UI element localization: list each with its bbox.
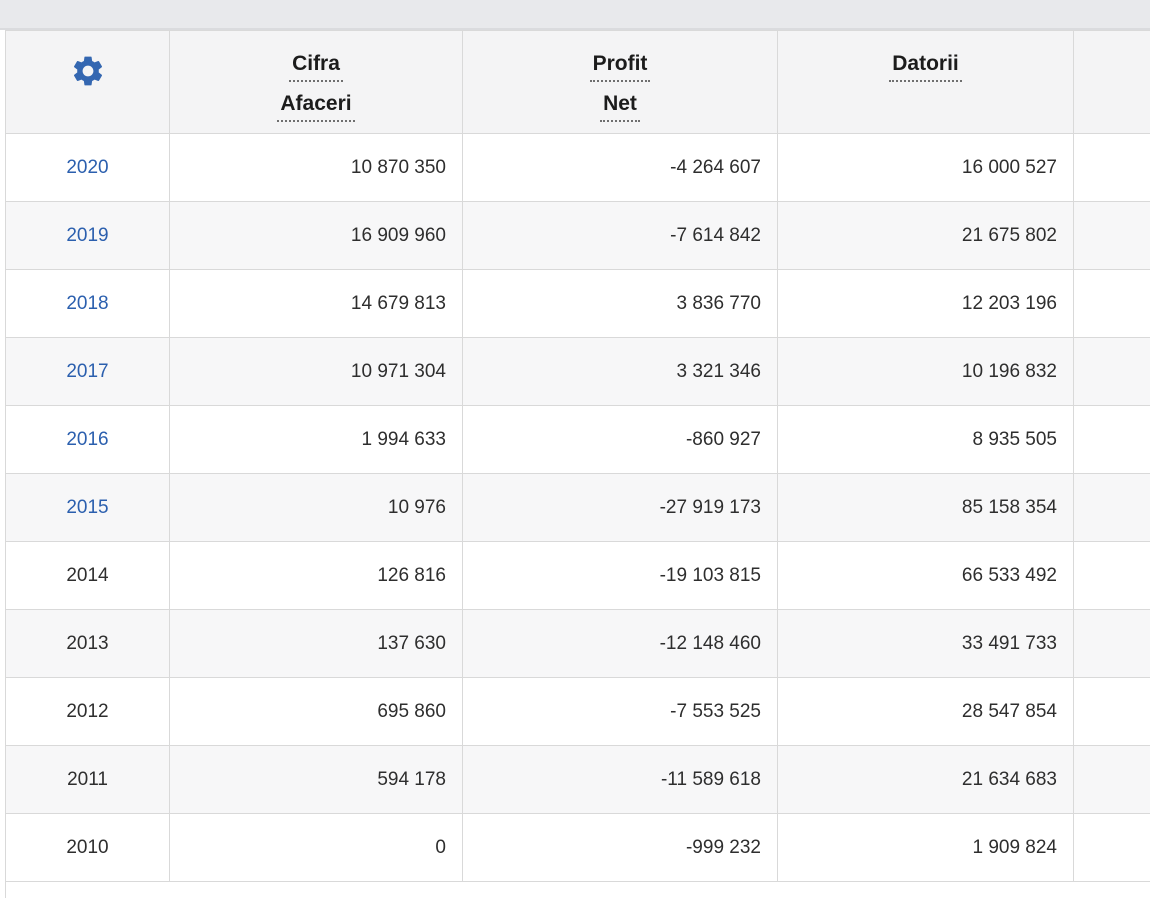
year-link: 2013	[66, 632, 109, 654]
table-row	[6, 270, 1150, 338]
datorii-cell: 10 196 832	[778, 338, 1074, 406]
cifra-afaceri-cell: 10 971 304	[170, 338, 463, 406]
year-cell	[6, 610, 170, 678]
cifra-afaceri-cell: 126 816	[170, 542, 463, 610]
column-header-cifra-afaceri	[170, 31, 463, 134]
year-link[interactable]: 2017	[66, 360, 109, 382]
profit-net-cell: -7 553 525	[463, 678, 778, 746]
year-cell	[6, 814, 170, 882]
table-row	[6, 678, 1150, 746]
profit-net-cell: -860 927	[463, 406, 778, 474]
column-header-profit-net	[463, 31, 778, 134]
table-row	[6, 474, 1150, 542]
profit-net-cell: -11 589 618	[463, 746, 778, 814]
datorii-cell: 21 634 683	[778, 746, 1074, 814]
profit-net-cell: -19 103 815	[463, 542, 778, 610]
profit-net-cell: -999 232	[463, 814, 778, 882]
profit-net-cell: 3 836 770	[463, 270, 778, 338]
extra-cell	[1074, 610, 1150, 678]
extra-cell	[1074, 542, 1150, 610]
extra-cell	[1074, 134, 1150, 202]
datorii-cell: 8 935 505	[778, 406, 1074, 474]
extra-cell	[1074, 474, 1150, 542]
table-body	[6, 134, 1150, 882]
cifra-afaceri-cell: 695 860	[170, 678, 463, 746]
cifra-afaceri-cell: 0	[170, 814, 463, 882]
cifra-afaceri-cell: 1 994 633	[170, 406, 463, 474]
year-link: 2014	[66, 564, 109, 586]
year-cell	[6, 134, 170, 202]
header-term-net[interactable]: Net	[600, 91, 640, 122]
extra-cell	[1074, 406, 1150, 474]
partial-next-row	[5, 882, 1150, 898]
year-link[interactable]: 2016	[66, 428, 109, 450]
datorii-cell: 66 533 492	[778, 542, 1074, 610]
header-row	[6, 31, 1150, 134]
table-row	[6, 134, 1150, 202]
table-row	[6, 746, 1150, 814]
profit-net-cell: -4 264 607	[463, 134, 778, 202]
extra-cell	[1074, 202, 1150, 270]
year-cell	[6, 270, 170, 338]
year-link: 2010	[66, 836, 109, 858]
top-strip	[0, 0, 1150, 30]
table-row	[6, 338, 1150, 406]
year-cell	[6, 474, 170, 542]
table-row	[6, 406, 1150, 474]
financial-table	[5, 30, 1150, 882]
profit-net-cell: -12 148 460	[463, 610, 778, 678]
year-link[interactable]: 2019	[66, 224, 109, 246]
datorii-cell: 12 203 196	[778, 270, 1074, 338]
table-row	[6, 202, 1150, 270]
cifra-afaceri-cell: 137 630	[170, 610, 463, 678]
column-header-extra	[1074, 31, 1150, 134]
cifra-afaceri-cell: 16 909 960	[170, 202, 463, 270]
datorii-cell: 1 909 824	[778, 814, 1074, 882]
year-cell	[6, 678, 170, 746]
profit-net-cell: 3 321 346	[463, 338, 778, 406]
gear-icon[interactable]	[70, 53, 106, 95]
year-cell	[6, 746, 170, 814]
cifra-afaceri-cell: 594 178	[170, 746, 463, 814]
year-cell	[6, 542, 170, 610]
column-header-datorii	[778, 31, 1074, 134]
extra-cell	[1074, 814, 1150, 882]
extra-cell	[1074, 270, 1150, 338]
year-cell	[6, 406, 170, 474]
financial-table-wrap	[5, 30, 1150, 898]
year-cell	[6, 338, 170, 406]
datorii-cell: 28 547 854	[778, 678, 1074, 746]
datorii-cell: 21 675 802	[778, 202, 1074, 270]
year-link: 2011	[67, 768, 108, 790]
profit-net-cell: -7 614 842	[463, 202, 778, 270]
header-term-cifra[interactable]: Cifra	[289, 51, 343, 82]
profit-net-cell: -27 919 173	[463, 474, 778, 542]
extra-cell	[1074, 678, 1150, 746]
year-link[interactable]: 2020	[66, 156, 109, 178]
year-link: 2012	[66, 700, 109, 722]
cifra-afaceri-cell: 10 976	[170, 474, 463, 542]
year-link[interactable]: 2015	[66, 496, 109, 518]
cifra-afaceri-cell: 14 679 813	[170, 270, 463, 338]
extra-cell	[1074, 338, 1150, 406]
table-row	[6, 542, 1150, 610]
cifra-afaceri-cell: 10 870 350	[170, 134, 463, 202]
datorii-cell: 85 158 354	[778, 474, 1074, 542]
extra-cell	[1074, 746, 1150, 814]
year-cell	[6, 202, 170, 270]
header-term-datorii[interactable]: Datorii	[889, 51, 962, 82]
table-row	[6, 814, 1150, 882]
year-link[interactable]: 2018	[66, 292, 109, 314]
settings-column-header	[6, 31, 170, 134]
header-term-profit[interactable]: Profit	[590, 51, 651, 82]
datorii-cell: 33 491 733	[778, 610, 1074, 678]
table-row	[6, 610, 1150, 678]
header-term-afaceri[interactable]: Afaceri	[277, 91, 354, 122]
datorii-cell: 16 000 527	[778, 134, 1074, 202]
